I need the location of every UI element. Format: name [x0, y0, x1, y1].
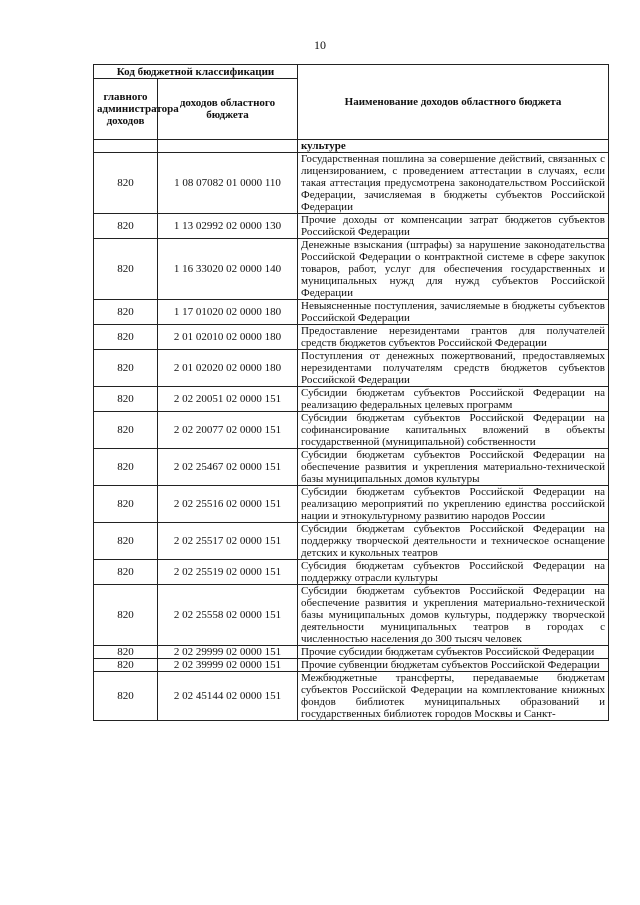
admin-code-cell: 820 — [94, 646, 158, 659]
admin-code-cell: 820 — [94, 560, 158, 585]
revenue-code-cell: 2 02 39999 02 0000 151 — [158, 659, 298, 672]
admin-code-cell: 820 — [94, 486, 158, 523]
revenue-name-cell: Денежные взыскания (штрафы) за нарушение законодательства Российской Федерации о контрактной системе в сфере закупок товаров, работ, услуг для обеспечения государственных и муниципальных нужд для нужд субъектов Российской Федерации — [298, 239, 609, 300]
header-revenue: доходов областного бюджета — [158, 79, 298, 140]
admin-code-cell: 820 — [94, 387, 158, 412]
header-admin: главного администратора доходов — [94, 79, 158, 140]
admin-code-cell: 820 — [94, 659, 158, 672]
table-row — [94, 239, 609, 300]
revenue-code-cell: 2 02 29999 02 0000 151 — [158, 646, 298, 659]
table-row — [94, 300, 609, 325]
table-row — [94, 153, 609, 214]
table-row — [94, 412, 609, 449]
revenue-name-cell: Субсидии бюджетам субъектов Российской Федерации на реализацию федеральных целевых программ — [298, 387, 609, 412]
revenue-name-cell: Прочие субсидии бюджетам субъектов Российской Федерации — [298, 646, 609, 659]
revenue-code-cell: 2 02 25519 02 0000 151 — [158, 560, 298, 585]
revenue-name-cell: Прочие доходы от компенсации затрат бюджетов субъектов Российской Федерации — [298, 214, 609, 239]
revenue-name-cell: Межбюджетные трансферты, передаваемые бюджетам субъектов Российской Федерации на комплектование книжных фондов библиотек муниципальных образований и государственных библиотек городов Москвы и Санкт- — [298, 672, 609, 721]
admin-code-cell: 820 — [94, 523, 158, 560]
admin-code-cell: 820 — [94, 350, 158, 387]
revenue-name-cell: Субсидии бюджетам субъектов Российской Федерации на поддержку творческой деятельности и техническое оснащение детских и кукольных театров — [298, 523, 609, 560]
revenue-code-cell: 2 02 25516 02 0000 151 — [158, 486, 298, 523]
revenue-code-cell: 2 02 20051 02 0000 151 — [158, 387, 298, 412]
revenue-name-cell: Субсидия бюджетам субъектов Российской Федерации на поддержку отрасли культуры — [298, 560, 609, 585]
revenue-name-cell: Поступления от денежных пожертвований, предоставляемых нерезидентами получателям средств бюджетов субъектов Российской Федерации — [298, 350, 609, 387]
revenue-name-cell: Прочие субвенции бюджетам субъектов Российской Федерации — [298, 659, 609, 672]
revenue-name-cell: Государственная пошлина за совершение действий, связанных с лицензированием, с проведением аттестации в случаях, если такая аттестация предусмотрена законодательством Российской Федерации, зачисляемая в бюджеты субъектов Российской Федерации — [298, 153, 609, 214]
revenue-code-cell: 2 02 25467 02 0000 151 — [158, 449, 298, 486]
continuation-row — [94, 140, 609, 153]
admin-code-cell: 820 — [94, 585, 158, 646]
admin-code-cell: 820 — [94, 214, 158, 239]
revenue-code-cell: 2 02 45144 02 0000 151 — [158, 672, 298, 721]
revenue-code-cell: 1 16 33020 02 0000 140 — [158, 239, 298, 300]
admin-code-cell: 820 — [94, 672, 158, 721]
revenue-code-cell: 2 02 20077 02 0000 151 — [158, 412, 298, 449]
revenue-code-cell: 2 01 02020 02 0000 180 — [158, 350, 298, 387]
table-body — [94, 140, 609, 721]
table-row — [94, 585, 609, 646]
table-row — [94, 214, 609, 239]
table-row — [94, 387, 609, 412]
revenue-code-cell: 2 01 02010 02 0000 180 — [158, 325, 298, 350]
admin-code-cell: 820 — [94, 153, 158, 214]
table-row — [94, 325, 609, 350]
header-group-title: Код бюджетной классификации — [94, 65, 298, 79]
table-row — [94, 523, 609, 560]
table-row — [94, 350, 609, 387]
table-row — [94, 486, 609, 523]
admin-code-cell: 820 — [94, 239, 158, 300]
revenue-name-cell: Субсидии бюджетам субъектов Российской Федерации на софинансирование капитальных вложений в объекты государственной (муниципальной) собственности — [298, 412, 609, 449]
table-row — [94, 659, 609, 672]
table-row — [94, 560, 609, 585]
revenue-name-cell: Субсидии бюджетам субъектов Российской Федерации на обеспечение развития и укрепления материально-технической базы муниципальных домов культуры — [298, 449, 609, 486]
revenue-code-cell: 1 08 07082 01 0000 110 — [158, 153, 298, 214]
admin-code-cell: 820 — [94, 325, 158, 350]
page-number: 10 — [314, 38, 326, 52]
revenue-name-cell: Субсидии бюджетам субъектов Российской Федерации на реализацию мероприятий по укреплению единства российской нации и этнокультурному развитию народов России — [298, 486, 609, 523]
admin-code-cell: 820 — [94, 449, 158, 486]
table-row — [94, 672, 609, 721]
admin-code-cell: 820 — [94, 412, 158, 449]
revenue-code-cell: 2 02 25517 02 0000 151 — [158, 523, 298, 560]
table-row — [94, 449, 609, 486]
revenue-name-cell: Предоставление нерезидентами грантов для получателей средств бюджетов субъектов Российской Федерации — [298, 325, 609, 350]
admin-code-cell: 820 — [94, 300, 158, 325]
revenue-code-cell: 1 13 02992 02 0000 130 — [158, 214, 298, 239]
revenue-name-cell: Невыясненные поступления, зачисляемые в бюджеты субъектов Российской Федерации — [298, 300, 609, 325]
table-row — [94, 646, 609, 659]
continuation-text: культуре — [298, 140, 609, 153]
budget-classification-table — [93, 64, 609, 721]
revenue-code-cell: 1 17 01020 02 0000 180 — [158, 300, 298, 325]
revenue-code-cell: 2 02 25558 02 0000 151 — [158, 585, 298, 646]
header-name: Наименование доходов областного бюджета — [298, 65, 609, 140]
revenue-name-cell: Субсидии бюджетам субъектов Российской Федерации на обеспечение развития и укрепления материально-технической базы муниципальных домов культуры, поддержку творческой деятельности муниципальных театров в городах с численностью населения до 300 тысяч человек — [298, 585, 609, 646]
